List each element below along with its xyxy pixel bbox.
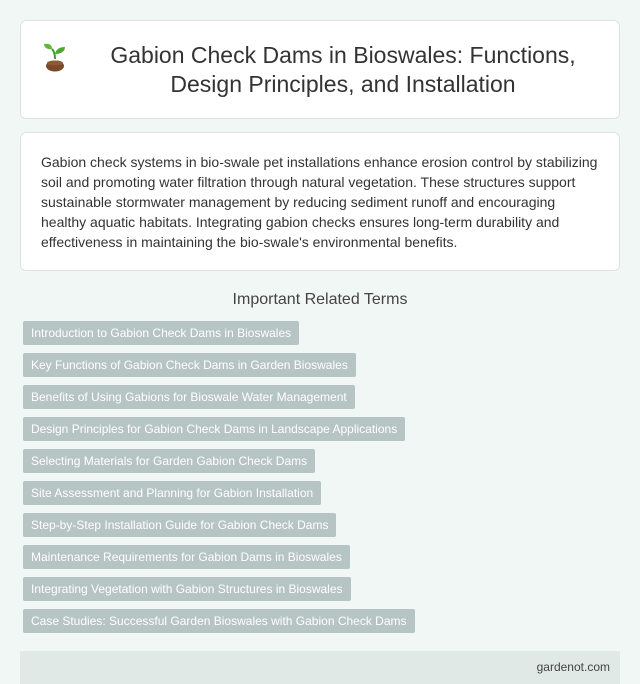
related-term-tag[interactable]: Selecting Materials for Garden Gabion Check Dams bbox=[23, 449, 315, 473]
intro-paragraph: Gabion check systems in bio-swale pet installations enhance erosion control by stabilizing soil and promoting water filtration through natural vegetation. These structures support sustainable stormwater management by reducing sediment runoff and encouraging healthy aquatic habitats. Integrating gabion checks ensures long-term durability and effectiveness in maintaining the bio-swale's environmental benefits. bbox=[41, 154, 598, 250]
related-term-tag[interactable]: Maintenance Requirements for Gabion Dams in Bioswales bbox=[23, 545, 350, 569]
related-term-tag[interactable]: Design Principles for Gabion Check Dams in Landscape Applications bbox=[23, 417, 405, 441]
page-container bbox=[20, 20, 620, 684]
related-term-tag[interactable]: Step-by-Step Installation Guide for Gabion Check Dams bbox=[23, 513, 336, 537]
related-term-tag[interactable]: Benefits of Using Gabions for Bioswale Water Management bbox=[23, 385, 355, 409]
title-card bbox=[20, 20, 620, 119]
title-row bbox=[41, 41, 599, 99]
related-term-tag[interactable]: Key Functions of Gabion Check Dams in Garden Bioswales bbox=[23, 353, 356, 377]
footer bbox=[20, 651, 620, 684]
related-term-tag[interactable]: Integrating Vegetation with Gabion Structures in Bioswales bbox=[23, 577, 351, 601]
intro-card bbox=[20, 132, 620, 271]
related-term-tag[interactable]: Introduction to Gabion Check Dams in Bioswales bbox=[23, 321, 299, 345]
related-terms-heading: Important Related Terms bbox=[232, 291, 408, 308]
related-term-tag[interactable]: Case Studies: Successful Garden Bioswales with Gabion Check Dams bbox=[23, 609, 415, 633]
page-title: Gabion Check Dams in Bioswales: Functions, Design Principles, and Installation bbox=[110, 41, 576, 97]
related-terms-list bbox=[20, 321, 620, 633]
seedling-icon bbox=[41, 42, 69, 72]
related-term-tag[interactable]: Site Assessment and Planning for Gabion Installation bbox=[23, 481, 321, 505]
footer-site-link[interactable]: gardenot.com bbox=[536, 660, 610, 674]
